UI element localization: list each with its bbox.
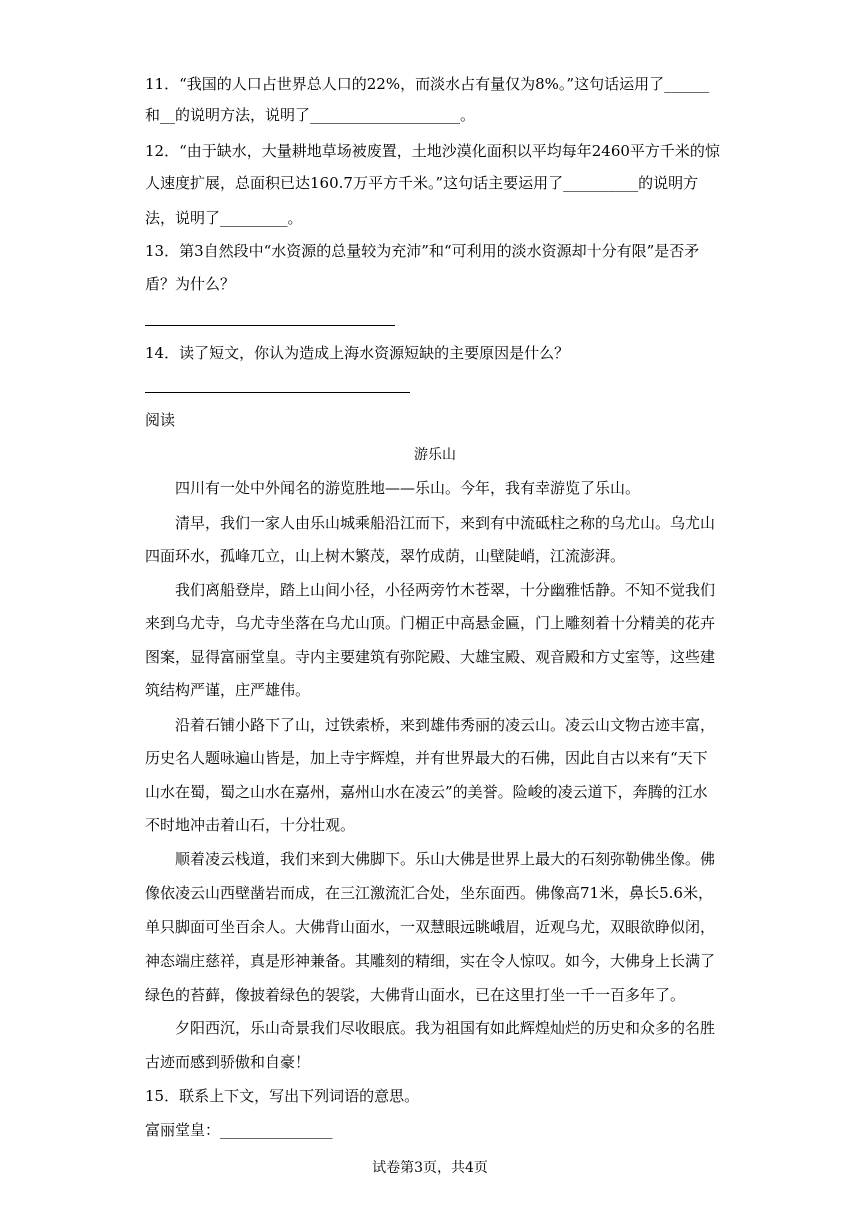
passage-line: 山水在蜀，蜀之山水在嘉州，嘉州山水在凌云”的美誉。险峻的凌云道下，奔腾的江水 (145, 783, 708, 801)
passage-line: 顺着凌云栈道，我们来到大佛脚下。乐山大佛是世界上最大的石刻弥勒佛坐像。佛 (175, 850, 716, 868)
passage-title: 游乐山 (414, 447, 456, 463)
passage-line: 沿着石铺小路下了山，过铁索桥，来到雄伟秀丽的凌云山。凌云山文物古迹丰富， (175, 716, 716, 734)
passage-line: 历史名人题咏遍山皆是，加上寺宇辉煌，并有世界最大的石佛，因此自古以来有“天下 (145, 749, 708, 767)
question-14-line-1: 14．读了短文，你认为造成上海水资源短缺的主要原因是什么？ (145, 344, 570, 362)
passage-line: 图案，显得富丽堂皇。寺内主要建筑有弥陀殿、大雄宝殿、观音殿和方丈室等，这些建 (145, 648, 716, 666)
passage-line: 夕阳西沉，乐山奇景我们尽收眼底。我为祖国有如此辉煌灿烂的历史和众多的名胜 (175, 1019, 716, 1037)
passage-line: 不时地冲击着山石，十分壮观。 (145, 816, 356, 834)
passage-line: 绿色的苔藓，像披着绿色的袈裟，大佛背山面水，已在这里打坐一千一百多年了。 (145, 986, 686, 1004)
passage-line: 四面环水，孤峰兀立，山上树木繁茂，翠竹成荫，山壁陡峭，江流澎湃。 (145, 547, 626, 565)
passage-line: 神态端庄慈祥，真是形神兼备。其雕刻的精细，实在令人惊叹。如今，大佛身上长满了 (145, 952, 716, 970)
passage-line: 筑结构严谨，庄严雄伟。 (145, 681, 311, 699)
question-12-line-3: 法，说明了_________。 (145, 209, 303, 227)
answer-line-q13[interactable] (145, 325, 395, 326)
question-11-line-2: 和__的说明方法，说明了____________________。 (145, 106, 476, 124)
passage-line: 四川有一处中外闻名的游览胜地——乐山。今年，我有幸游览了乐山。 (175, 479, 641, 497)
page-footer: 试卷第3页，共4页 (372, 1160, 488, 1176)
question-13-line-2: 盾？为什么？ (145, 275, 236, 293)
passage-line: 我们离船登岸，踏上山间小径，小径两旁竹木苍翠，十分幽雅恬静。不知不觉我们 (175, 581, 716, 599)
passage-line: 像依凌云山西壁凿岩而成，在三江激流汇合处，坐东面西。佛像高71米，鼻长5.6米， (145, 884, 713, 902)
question-11-line-1: 11．“我国的人口占世界总人口的22%，而淡水占有量仅为8%。”这句话运用了______ (145, 75, 710, 93)
question-13-line-1: 13．第3自然段中“水资源的总量较为充沛”和“可利用的淡水资源却十分有限”是否矛 (145, 242, 700, 260)
question-12-line-1: 12．“由于缺水，大量耕地草场被废置，土地沙漠化面积以平均每年2460平方千米的惊 (145, 142, 720, 160)
passage-line: 来到乌尤寺，乌尤寺坐落在乌尤山顶。门楣正中高悬金匾，门上雕刻着十分精美的花卉 (145, 614, 716, 632)
section-label-reading: 阅读 (145, 411, 176, 429)
passage-line: 古迹而感到骄傲和自豪！ (145, 1053, 311, 1071)
passage-line: 单只脚面可坐百余人。大佛背山面水，一双慧眼远眺峨眉，近观乌尤，双眼欲睁似闭， (145, 918, 716, 936)
question-15-line-1: 15．联系上下文，写出下列词语的意思。 (145, 1087, 420, 1105)
question-15-item-1[interactable]: 富丽堂皇：_______________ (145, 1121, 333, 1139)
answer-line-q14[interactable] (145, 392, 410, 393)
passage-line: 清早，我们一家人由乐山城乘船沿江而下，来到有中流砥柱之称的乌尤山。乌尤山 (175, 514, 716, 532)
question-12-line-2: 人速度扩展，总面积已达160.7万平方千米。”这句话主要运用了__________的说明方 (145, 174, 699, 192)
